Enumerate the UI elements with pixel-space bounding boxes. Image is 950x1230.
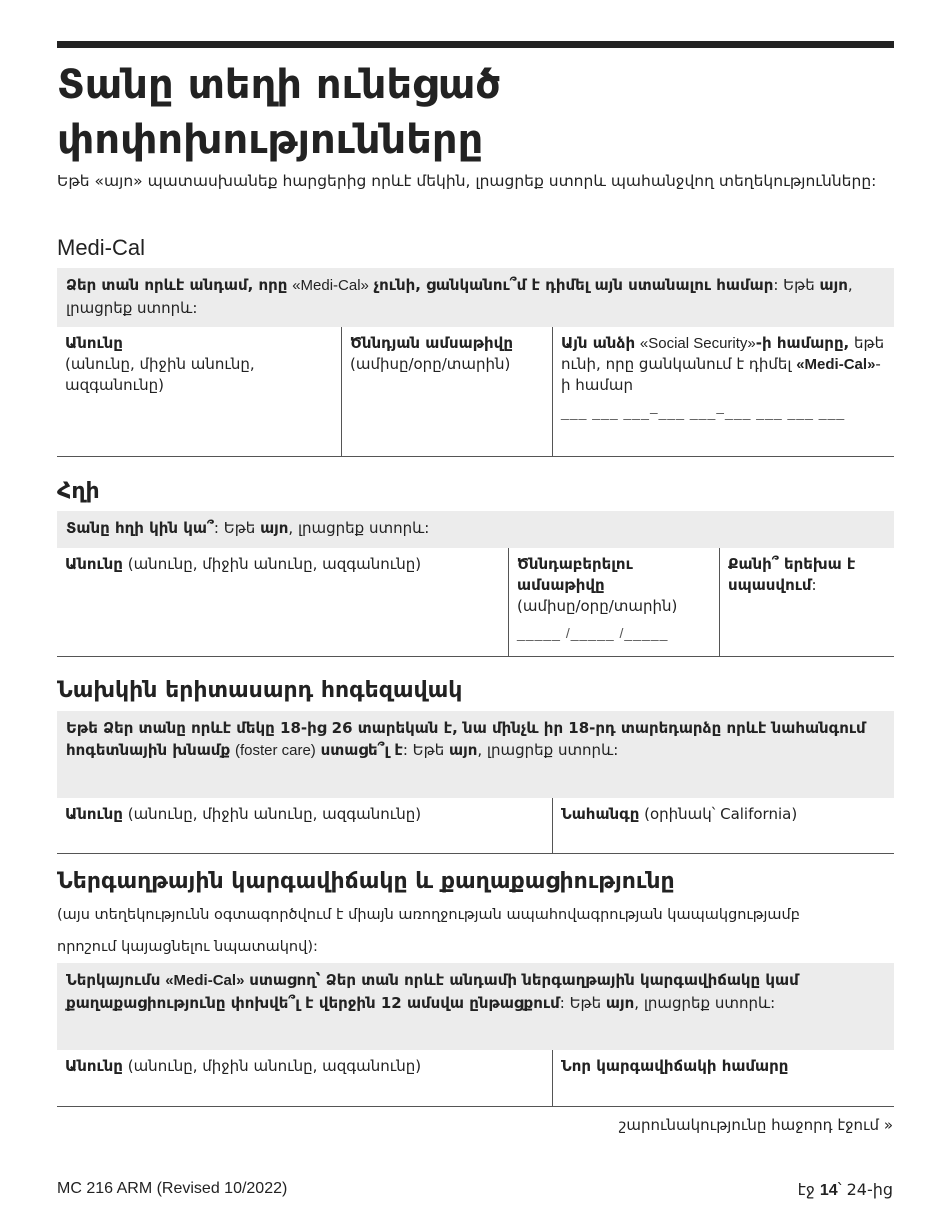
yes-word: այո — [449, 741, 478, 759]
ssn-field[interactable] — [552, 327, 894, 456]
page-num: 14 — [819, 1182, 838, 1199]
question-text: Տանը հղի կին կա՞ — [66, 519, 214, 537]
field-label: Անունը — [65, 555, 123, 573]
field-hint: (անունը, միջին անունը, ազգանունը) — [127, 805, 422, 823]
foster-question — [57, 711, 894, 798]
field-label: Անունը — [65, 1057, 123, 1075]
page-suffix: ՝ 24-ից — [837, 1180, 893, 1199]
page-prefix: էջ — [797, 1180, 815, 1199]
question-text: չունի, ցանկանու՞մ է դիմել այն ստանալու համար — [373, 276, 774, 294]
section-immigration-heading: Ներգաղթային կարգավիճակը և քաղաքացիությունը — [57, 869, 675, 894]
ssn-term: «Social Security» — [639, 335, 756, 352]
question-text: ստացե՞լ է — [320, 741, 403, 759]
question-tail: : Եթե — [559, 994, 602, 1012]
field-hint: (ամիսը/օրը/տարին) — [350, 355, 511, 373]
name-field[interactable] — [57, 548, 508, 656]
page-title: Տանը տեղի ունեցած փոփոխությունները — [57, 62, 501, 163]
question-text: Ներկայումս — [66, 971, 161, 989]
field-label: -ի համարը, — [755, 334, 850, 352]
program-name: «Medi-Cal» — [292, 277, 369, 294]
medi-cal-question — [57, 268, 894, 327]
yes-word: այո — [819, 276, 848, 294]
pregnancy-question — [57, 511, 894, 548]
name-field[interactable] — [57, 1050, 552, 1106]
field-label: Քանի՞ երեխա է սպասվում — [728, 555, 856, 594]
field-hint: եթե ունի, որը ցանկանում է դիմել — [561, 334, 885, 373]
pregnancy-entry-row — [57, 548, 894, 657]
question-text: Եթե Ձեր տանը որևէ մեկը 18-ից 26 տարեկան է, նա մինչև իր 18-րդ տարեդարձը որևէ նահանգում հոգետնային խնամք — [66, 719, 866, 759]
question-tail: : Եթե — [402, 741, 445, 759]
intro-text: Եթե «այո» պատասխանեք հարցերից որևէ մեկին, լրացրեք ստորև պահանջվող տեղեկությունները: — [57, 172, 877, 190]
section-foster-heading: Նախկին երիտասարդ հոգեզավակ — [57, 678, 463, 703]
due-date-blanks: _____ /_____ /_____ — [517, 625, 669, 641]
field-label: Նոր կարգավիճակի համարը — [561, 1057, 789, 1075]
babies-expected-field[interactable] — [719, 548, 894, 656]
yes-word: այո — [605, 994, 635, 1012]
page-number — [798, 1180, 893, 1200]
foster-entry-row — [57, 798, 894, 854]
program-name: «Medi-Cal» — [796, 356, 876, 373]
question-text: ստացող՝ Ձեր տան որևէ անդամի ներգաղթային կարգավիճակը կամ քաղաքացիությունը փոխվե՞լ է վերջին 12 ամսվա ընթացքում — [66, 971, 799, 1012]
form-id: MC 216 ARM (Revised 10/2022) — [57, 1180, 288, 1197]
yes-word: այո — [260, 519, 289, 537]
birth-date-field[interactable] — [341, 327, 552, 456]
field-label: Անունը — [65, 334, 123, 352]
section-medi-cal-heading: Medi-Cal — [57, 235, 146, 260]
foster-care-term: (foster care) — [234, 742, 316, 759]
field-label: Ծննդաբերելու ամսաթիվը — [517, 555, 633, 594]
field-tail: : — [811, 576, 817, 594]
immigration-note: (այս տեղեկությունն օգտագործվում է միայն առողջության ապահովագրության կապակցությամբ որոշում կայացնելու նպատակով): — [57, 907, 800, 955]
field-hint: -ի համար — [561, 355, 881, 394]
fill-instruction: , լրացրեք ստորև: — [288, 519, 430, 537]
name-field[interactable] — [57, 327, 341, 456]
medi-cal-entry-row — [57, 327, 894, 457]
new-status-number-field[interactable] — [552, 1050, 894, 1106]
state-field[interactable] — [552, 798, 894, 853]
due-date-field[interactable] — [508, 548, 719, 656]
continue-notice: շարունակությունը հաջորդ էջում » — [618, 1116, 893, 1134]
name-field[interactable] — [57, 798, 552, 853]
fill-instruction: , լրացրեք ստորև: — [634, 994, 776, 1012]
field-label: Անունը — [65, 805, 123, 823]
immigration-question — [57, 963, 894, 1050]
field-label: Նահանգը — [561, 805, 640, 823]
fill-instruction: , լրացրեք ստորև: — [477, 741, 619, 759]
program-name: «Medi-Cal» — [165, 972, 245, 989]
field-hint: (օրինակ՝ California) — [644, 805, 798, 823]
question-text: Ձեր տան որևէ անդամ, որը — [66, 276, 288, 294]
fill-instruction: , լրացրեք ստորև: — [66, 276, 853, 317]
field-hint: (ամիսը/օրը/տարին) — [517, 597, 678, 615]
field-hint: (անունը, միջին անունը, ազգանունը) — [127, 555, 422, 573]
ssn-blanks: ___ ___ ___–___ ___–___ ___ ___ ___ — [561, 404, 846, 420]
immigration-entry-row — [57, 1050, 894, 1107]
top-rule — [57, 41, 894, 48]
field-label: Այն անձի — [561, 334, 636, 352]
section-pregnancy-heading: Հղի — [57, 479, 100, 504]
question-tail: : Եթե — [773, 276, 815, 294]
field-hint: (անունը, միջին անունը, ազգանունը) — [65, 355, 255, 394]
field-label: Ծննդյան ամսաթիվը — [350, 334, 513, 352]
question-tail: : Եթե — [213, 519, 256, 537]
field-hint: (անունը, միջին անունը, ազգանունը) — [127, 1057, 422, 1075]
